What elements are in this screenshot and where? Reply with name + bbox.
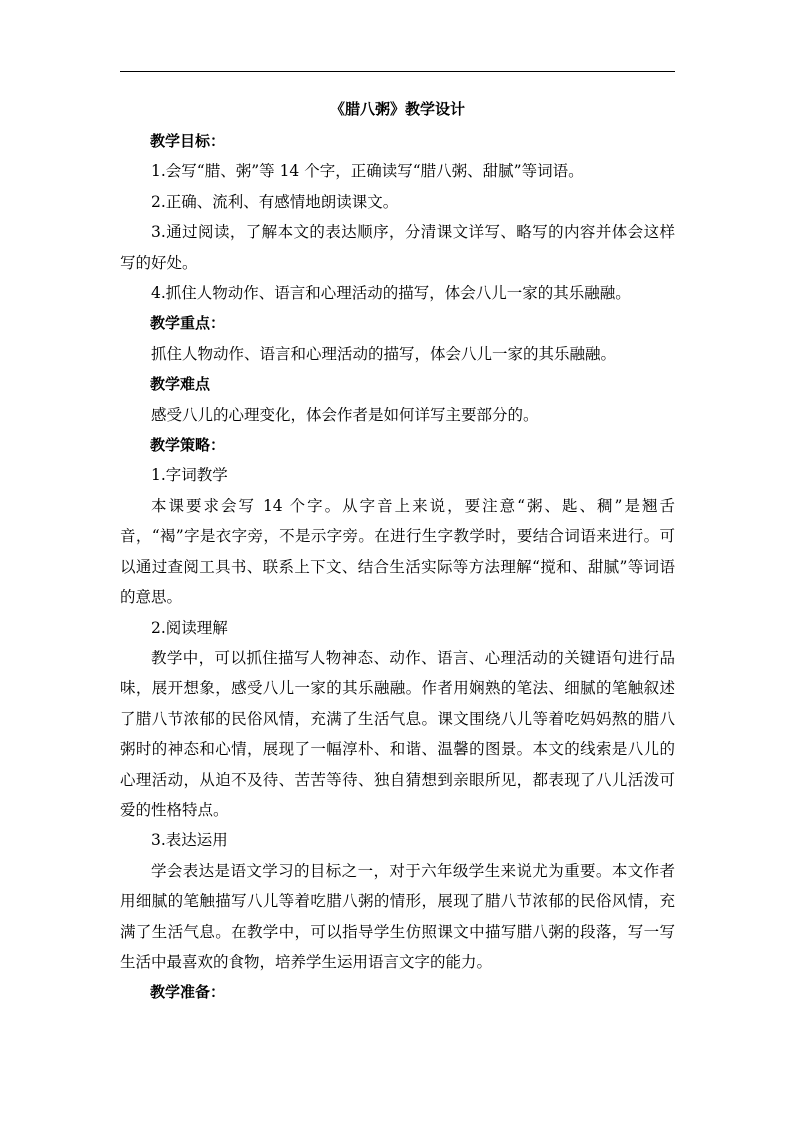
- strategy-2-title: 2.阅读理解: [151, 618, 228, 637]
- strategy-1-text: 本课要求会写 14 个字。从字音上来说，要注意“粥、匙、稠”是翘舌音，“褐”字是衣字旁，不是示字旁。在进行生字教学时，要结合词语来进行。可以通过查阅工具书、联系上下文、结合生活实际等方法理解“搅和、甜腻”等词语的意思。: [120, 496, 675, 607]
- heading-key-points: 教学重点：: [150, 314, 226, 333]
- heading-preparation: 教学准备：: [150, 983, 226, 1002]
- goal-item-2: 2.正确、流利、有感情地朗读课文。: [151, 192, 399, 211]
- heading-difficulties: 教学难点: [150, 375, 211, 394]
- strategy-2-text: 教学中，可以抓住描写人物神态、动作、语言、心理活动的关键语句进行品味，展开想象，感受八儿一家的其乐融融。作者用娴熟的笔法、细腻的笔触叙述了腊八节浓郁的民俗风情，充满了生活气息。课文围绕八儿等着吃妈妈熬的腊八粥时的神态和心情，展现了一幅淳朴、和谐、温馨的图景。本文的线索是八儿的心理活动，从迫不及待、苦苦等待、独自猜想到亲眼所见，都表现了八儿活泼可爱的性格特点。: [120, 648, 675, 819]
- document-title: 《腊八粥》教学设计: [329, 100, 465, 118]
- goal-item-4: 4.抓住人物动作、语言和心理活动的描写，体会八儿一家的其乐融融。: [151, 284, 631, 303]
- key-points-text: 抓住人物动作、语言和心理活动的描写，体会八儿一家的其乐融融。: [151, 344, 617, 363]
- goal-item-3: 3.通过阅读，了解本文的表达顺序，分清课文详写、略写的内容并体会这样写的好处。: [120, 223, 675, 272]
- document-body: [120, 94, 675, 1008]
- heading-teaching-goals: 教学目标：: [150, 132, 226, 150]
- goal-item-1: 1.会写“腊、粥”等 14 个字，正确读写“腊八粥、甜腻”等词语。: [151, 162, 584, 181]
- difficulties-text: 感受八儿的心理变化，体会作者是如何详写主要部分的。: [151, 405, 539, 424]
- header-rule: [120, 71, 675, 72]
- strategy-3-text: 学会表达是语文学习的目标之一，对于六年级学生来说尤为重要。本文作者用细腻的笔触描写八儿等着吃腊八粥的情形，展现了腊八节浓郁的民俗风情，充满了生活气息。在教学中，可以指导学生仿照课文中描写腊八粥的段落，写一写生活中最喜欢的食物，培养学生运用语言文字的能力。: [120, 861, 675, 971]
- strategy-3-title: 3.表达运用: [151, 831, 228, 850]
- heading-strategies: 教学策略：: [150, 436, 226, 455]
- strategy-1-title: 1.字词教学: [151, 466, 228, 485]
